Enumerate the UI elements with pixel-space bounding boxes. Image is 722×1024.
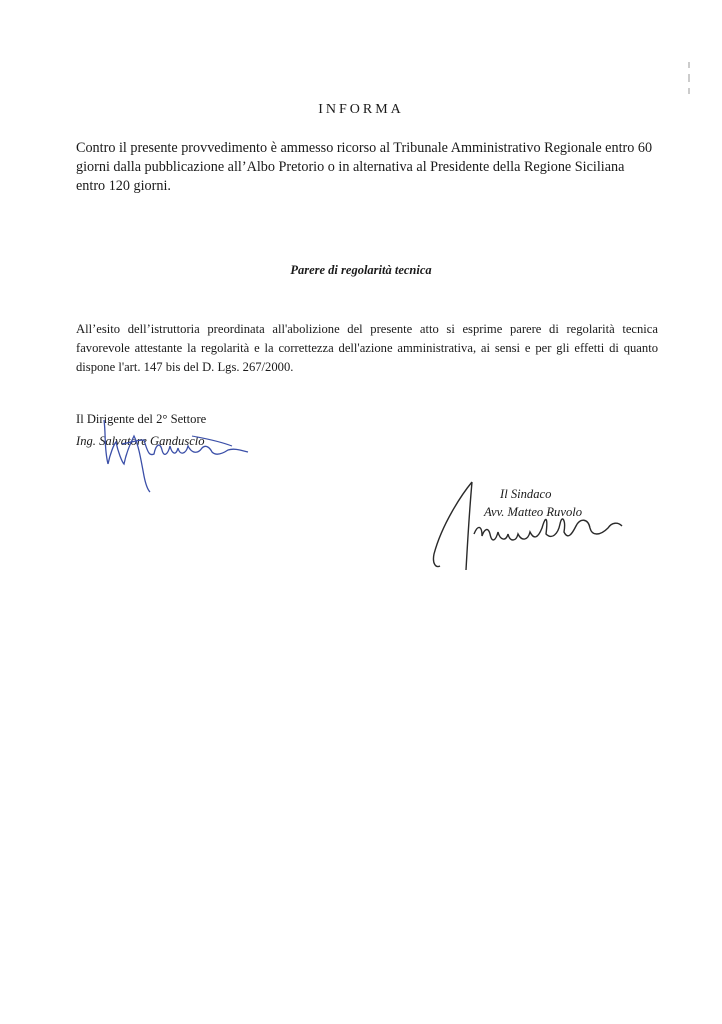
mayor-name: Avv. Matteo Ruvolo (484, 505, 583, 519)
technical-opinion-paragraph: All’esito dell’istruttoria preordinata all'abolizione del presente atto si esprime parere di regolarità tecnica favorevole attestante la regolarità e la correttezza dell'azione amministrativa, ai sensi e per gli effetti di quanto dispone l'art. 147 bis del D. Lgs. 267/2000. (76, 322, 658, 374)
director-signature (82, 414, 252, 494)
mayor-signature (422, 474, 632, 574)
heading-informa: INFORMA (318, 102, 404, 117)
margin-marks (686, 60, 694, 100)
director-name: Ing. Salvatore Gandusclo (76, 434, 205, 448)
director-role: Il Dirigente del 2° Settore (76, 412, 207, 426)
mayor-role: Il Sindaco (500, 487, 552, 501)
appeal-notice-paragraph: Contro il presente provvedimento è ammesso ricorso al Tribunale Amministrativo Regionale entro 60 giorni dalla pubblicazione all’Albo Pretorio o in alternativa al Presidente della Regione Siciliana entro 120 giorni. (76, 140, 653, 194)
technical-opinion-title: Parere di regolarità tecnica (290, 263, 432, 277)
